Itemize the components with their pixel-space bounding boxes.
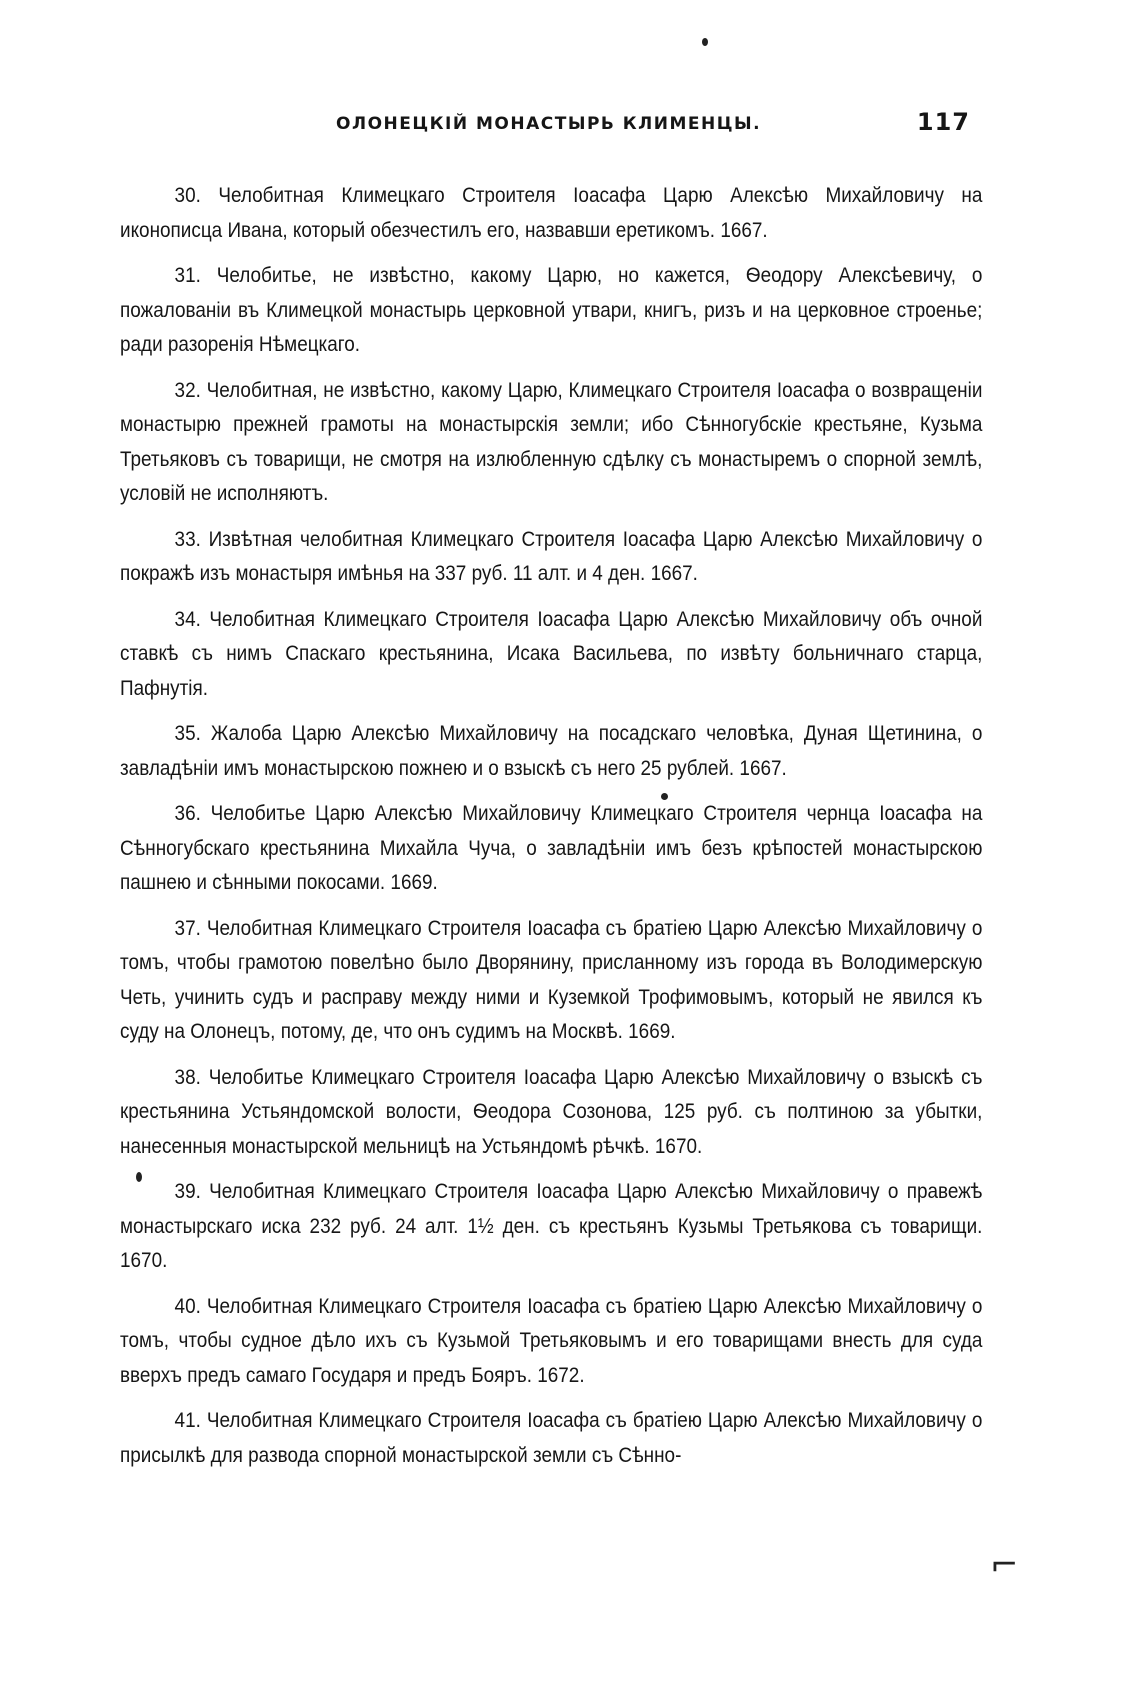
entry-text: Челобитная Климецкаго Строителя Іоасафа съ братіею Царю Алексѣю Михайловичу о томъ, чтобы грамотою повелѣно было Дворянину, присланному изъ города въ Володимерскую Четь, учинить судъ и расправу между ними и Куземкой Трофимовымъ, который не явился къ суду на Олонецъ, потому, де, что онъ судимъ на Москвѣ. 1669. [120,915,983,1043]
entry-37 [120,911,982,1049]
entry-text: Челобитная Климецкаго Строителя Іоасафа Царю Алексѣю Михайловичу на иконописца Ивана, который обезчестилъ его, назвавши еретикомъ. 1667. [120,183,983,242]
entry-text: Челобитная, не извѣстно, какому Царю, Климецкаго Строителя Іоасафа о возвращеніи монастырю прежней грамоты на монастырскія земли; ибо Сѣнногубскіе крестьяне, Кузьма Третьяковъ съ товарищи, не смотря на излюбленную сдѣлку съ монастыремъ о спорной землѣ, условій не исполняютъ. [120,377,983,505]
entry-text: Челобитная Климецкаго Строителя Іоасафа съ братіею Царю Алексѣю Михайловичу о томъ, чтобы судное дѣло ихъ съ Кузьмой Третьяковымъ и его товарищами внесть для суда вверхъ предъ самаго Государя и предъ Бояръ. 1672. [120,1293,983,1387]
entry-number: 36. [174,801,201,825]
ink-speck [702,38,708,46]
book-page [120,104,982,1483]
entry-text: Челобитье Климецкаго Строителя Іоасафа Царю Алексѣю Михайловичу о взыскѣ съ крестьянина Устьяндомской волости, Ѳеодора Созонова, 125 руб. съ полтиною за убытки, нанесенныя монастырской мельницѣ на Устьяндомѣ рѣчкѣ. 1670. [120,1064,983,1158]
page-number: 117 [916,108,970,136]
entry-number: 38. [174,1064,201,1089]
entry-number: 32. [174,377,201,402]
entry-30 [120,178,982,247]
entry-38 [120,1060,982,1164]
entry-33 [120,522,982,591]
entry-number: 41. [174,1408,201,1432]
entry-34 [120,602,982,706]
entry-number: 35. [174,721,201,745]
entry-number: 30. [174,183,201,207]
ink-flourish: ⌐ [990,1545,1019,1585]
entry-number: 33. [174,526,201,551]
entry-number: 37. [174,915,201,940]
entry-text: Челобитная Климецкаго Строителя Іоасафа Царю Алексѣю Михайловичу о правежѣ монастырскаго иска 232 руб. 24 алт. 1½ ден. съ крестьянъ Кузьмы Третьякова съ товарищи. 1670. [120,1179,983,1272]
entry-list [120,178,982,1472]
entry-36 [120,796,982,900]
entry-40 [120,1289,982,1393]
entry-32 [120,373,982,511]
entry-text: Челобитье Царю Алексѣю Михайловичу Климецкаго Строителя чернца Іоасафа на Сѣнногубскаго крестьянина Михайла Чуча, о завладѣніи имъ безъ крѣпостей монастырскою пашнею и сѣнными покосами. 1669. [120,801,983,894]
entry-text: Челобитье, не извѣстно, какому Царю, но кажется, Ѳеодору Алексѣевичу, о пожалованіи въ Климецкой монастырь церковной утвари, книгъ, ризъ и на церковное строенье; ради разоренія Нѣмецкаго. [120,263,983,356]
entry-39 [120,1174,982,1278]
entry-text: Челобитная Климецкаго Строителя Іоасафа съ братіею Царю Алексѣю Михайловичу о присылкѣ для развода спорной монастырской земли съ Сѣнно- [120,1408,983,1467]
entry-text: Извѣтная челобитная Климецкаго Строителя Іоасафа Царю Алексѣю Михайловичу о покражѣ изъ монастыря имѣнья на 337 руб. 11 алт. и 4 ден. 1667. [120,526,983,585]
entry-number: 34. [174,606,201,631]
entry-number: 31. [174,263,201,287]
entry-35 [120,716,982,785]
entry-31 [120,258,982,362]
entry-number: 40. [174,1293,201,1318]
entry-41 [120,1403,982,1472]
entry-text: Жалоба Царю Алексѣю Михайловичу на посадскаго человѣка, Дуная Щетинина, о завладѣніи имъ монастырскою пожнею и о взыскѣ съ него 25 рублей. 1667. [120,721,983,780]
entry-number: 39. [174,1179,201,1203]
running-title: ОЛОНЕЦКІЙ МОНАСТЫРЬ КЛИМЕНЦЫ. [336,114,762,134]
entry-text: Челобитная Климецкаго Строителя Іоасафа Царю Алексѣю Михайловичу объ очной ставкѣ съ нимъ Спаскаго крестьянина, Исака Васильева, по извѣту больничнаго старца, Пафнутія. [120,606,983,700]
running-head [120,104,982,148]
